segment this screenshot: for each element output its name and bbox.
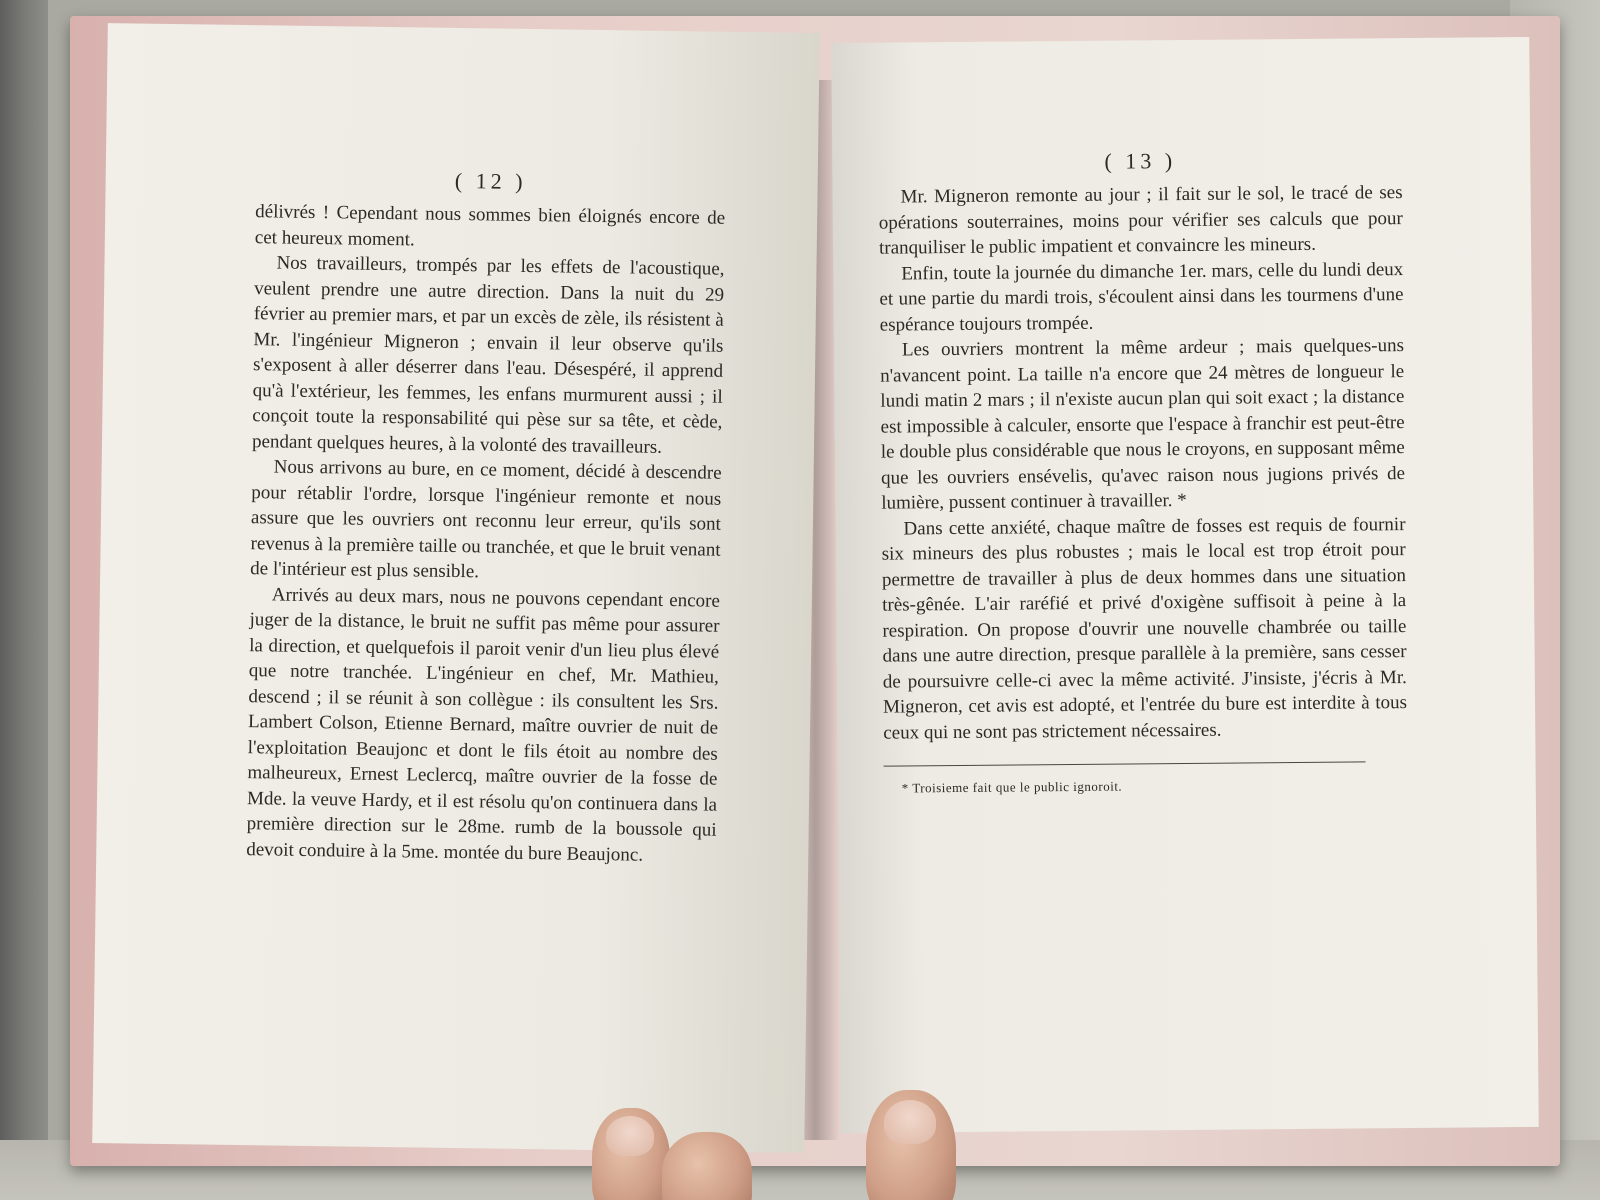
page-number: ( 13 ) [1104, 148, 1177, 174]
footnote: * Troisieme fait que le public ignoroit. [901, 778, 1123, 796]
page-number: ( 12 ) [454, 167, 527, 194]
right-page [831, 37, 1538, 1133]
paragraph: délivrés ! Cependant nous sommes bien éloignés encore de cet heureux moment. [254, 201, 726, 250]
paragraph: Dans cette anxiété, chaque maître de fosses est requis de fournir six mineurs des plus robustes ; mais le local est trop étroit pour permettre de travailler à plus de deux hommes dans une situation très-gênée. L'air raréfié et privé d'oxigène suffisoit à peine à la respiration. On propose d'ouvrir une nouvelle chambrée ou taille dans une autre direction, presque parallèle à la première, sans cesser de poursuivre celle-ci avec la même activité. J'insiste, j'écris à Mr. Migneron, cet avis est adopté, et l'entrée du bure est interdite à tous ceux qui ne sont pas strictement nécessaires. [881, 513, 1408, 744]
paragraph: Mr. Migneron remonte au jour ; il fait sur le sol, le tracé de ses opérations souterraines, moins pour vérifier ses calculs que pour tranquiliser le public impatient et convaincre les mineurs. [878, 182, 1403, 259]
paragraph: Les ouvriers montrent la même ardeur ; mais quelques-uns n'avancent point. La taille n'a encore que 24 mètres de longueur le lundi matin 2 mars ; il n'existe aucun plan qui soit exact ; la distance est impossible à calculer, ensorte que l'espace à franchir est peut-être le double plus considérable que nous le croyons, en supposant même que les ouvriers ensévelis, qu'avec raison nous jugions privés de lumière, pussent continuer à travailler. * [880, 335, 1406, 514]
footnote-divider [884, 761, 1366, 766]
finger-left-second [662, 1132, 752, 1200]
paragraph: Nous arrivons au bure, en ce moment, décidé à descendre pour rétablir l'ordre, lorsque l'ingénieur remonte et nous assure que les ouvriers ont reconnu leur erreur, qu'ils sont revenus à la première taille ou tranchée, et que le bruit venant de l'intérieur est plus sensible. [250, 456, 722, 583]
left-page [92, 23, 820, 1153]
paragraph: Enfin, toute la journée du dimanche 1er. mars, celle du lundi deux et une partie du mardi trois, s'écoulent ainsi dans les tourmens d'une espérance toujours trompée. [879, 258, 1404, 336]
fingernail-right [884, 1100, 936, 1144]
floor-background-left [0, 0, 48, 1200]
fingernail-left [606, 1116, 654, 1156]
paragraph: Nos travailleurs, trompés par les effets de l'acoustique, veulent prendre une autre direction. Dans la nuit du 29 février au premier mars, et par un excès de zèle, ils résistent à Mr. l'ingénieur Migneron ; envain il leur observe qu'ils s'exposent à aller déserrer dans l'eau. Désespéré, il apprend qu'à l'extérieur, les femmes, les enfans murmurent aussi ; il conçoit toute la responsabilité qui pèse sur sa tête, et cède, pendant quelques heures, à la volonté des travailleurs. [251, 252, 725, 458]
paragraph: Arrivés au deux mars, nous ne pouvons cependant encore juger de la distance, le bruit ne suffit pas même pour assurer la direction, et quelquefois il paroit venir d'un lieu plus élevé que notre tranchée. L'ingénieur en chef, Mr. Mathieu, descend ; il se réunit à son collègue : ils consultent les Srs. Lambert Colson, Etienne Bernard, maître ouvrier de nuit de l'exploitation Beaujonc et dont le fils étoit au nombre des malheureux, Ernest Leclercq, maître ouvrier de la fosse de Mde. la veuve Hardy, et il est résolu qu'on continuera dans la première direction sur le 28me. rumb de la boussole qui devoit conduire à la 5me. montée du bure Beaujonc. [246, 583, 720, 866]
